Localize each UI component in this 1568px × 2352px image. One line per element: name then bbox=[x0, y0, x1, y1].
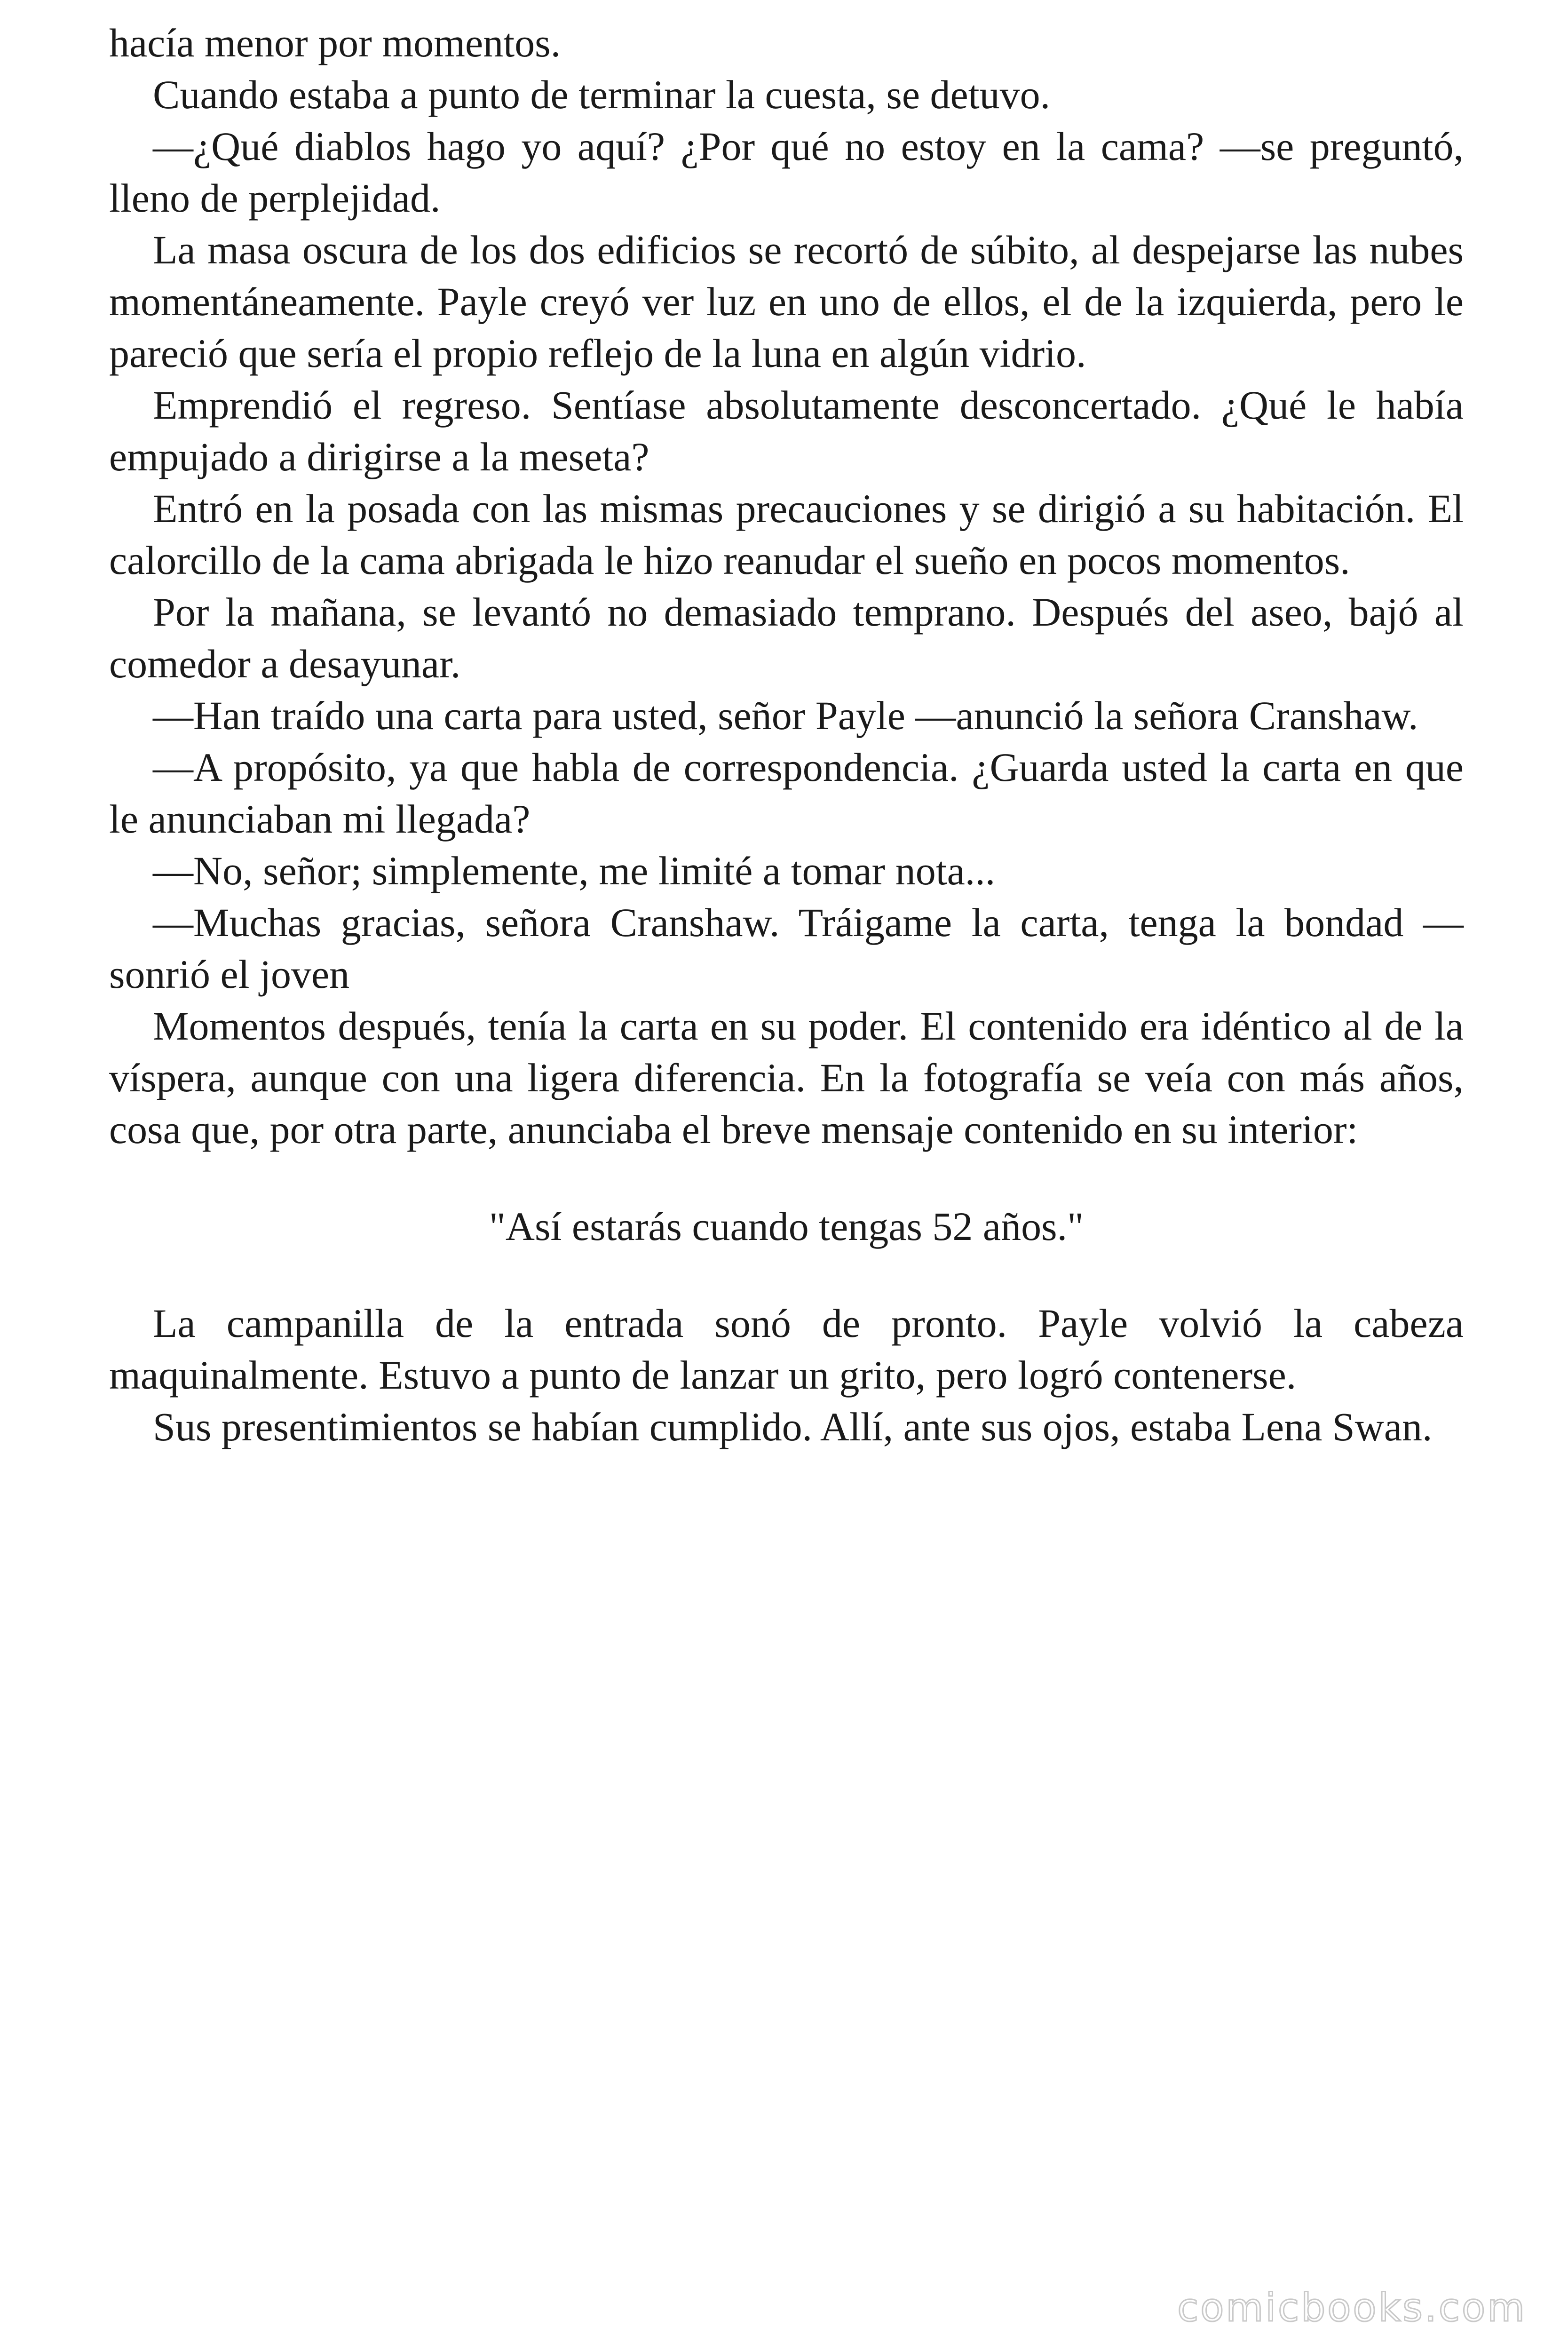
paragraph: Momentos después, tenía la carta en su poder. El contenido era idéntico al de la víspera, aunque con una ligera diferencia. En la fotografía se veía con más años, cosa que, por otra parte, anunciaba el breve mensaje contenido en su interior: bbox=[109, 1003, 1464, 1152]
centered-quote: "Así estarás cuando tengas 52 años." bbox=[489, 1204, 1084, 1249]
watermark-logo: comicbooks.com bbox=[1177, 2286, 1527, 2330]
paragraph: Cuando estaba a punto de terminar la cuesta, se detuvo. bbox=[153, 72, 1051, 117]
paragraph: Entró en la posada con las mismas precauciones y se dirigió a su habitación. El calorcillo de la cama abrigada le hizo reanudar el sueño en pocos momentos. bbox=[109, 486, 1464, 583]
paragraph-dialogue: —Han traído una carta para usted, señor Payle —anunció la señora Cranshaw. bbox=[153, 693, 1418, 738]
page-body bbox=[109, 17, 1464, 1453]
paragraph: Sus presentimientos se habían cumplido. Allí, ante sus ojos, estaba Lena Swan. bbox=[153, 1404, 1433, 1449]
paragraph: La masa oscura de los dos edificios se recortó de súbito, al despejarse las nubes momentáneamente. Payle creyó ver luz en uno de ellos, el de la izquierda, pero le pareció que sería el propio reflejo de la luna en algún vidrio. bbox=[109, 227, 1464, 376]
paragraph-continuation: hacía menor por momentos. bbox=[109, 20, 561, 65]
paragraph: La campanilla de la entrada sonó de pronto. Payle volvió la cabeza maquinalmente. Estuvo a punto de lanzar un grito, pero logró contenerse. bbox=[109, 1301, 1464, 1398]
paragraph: Emprendió el regreso. Sentíase absolutamente desconcertado. ¿Qué le había empujado a dirigirse a la meseta? bbox=[109, 382, 1464, 479]
paragraph: Por la mañana, se levantó no demasiado temprano. Después del aseo, bajó al comedor a desayunar. bbox=[109, 589, 1464, 686]
paragraph-dialogue: —Muchas gracias, señora Cranshaw. Tráigame la carta, tenga la bondad —sonrió el joven bbox=[109, 900, 1464, 997]
paragraph-dialogue: —¿Qué diablos hago yo aquí? ¿Por qué no estoy en la cama? —se preguntó, lleno de perplejidad. bbox=[109, 124, 1464, 221]
paragraph-dialogue: —No, señor; simplemente, me limité a tomar nota... bbox=[153, 848, 996, 893]
paragraph-dialogue: —A propósito, ya que habla de correspondencia. ¿Guarda usted la carta en que le anunciaban mi llegada? bbox=[109, 745, 1464, 842]
